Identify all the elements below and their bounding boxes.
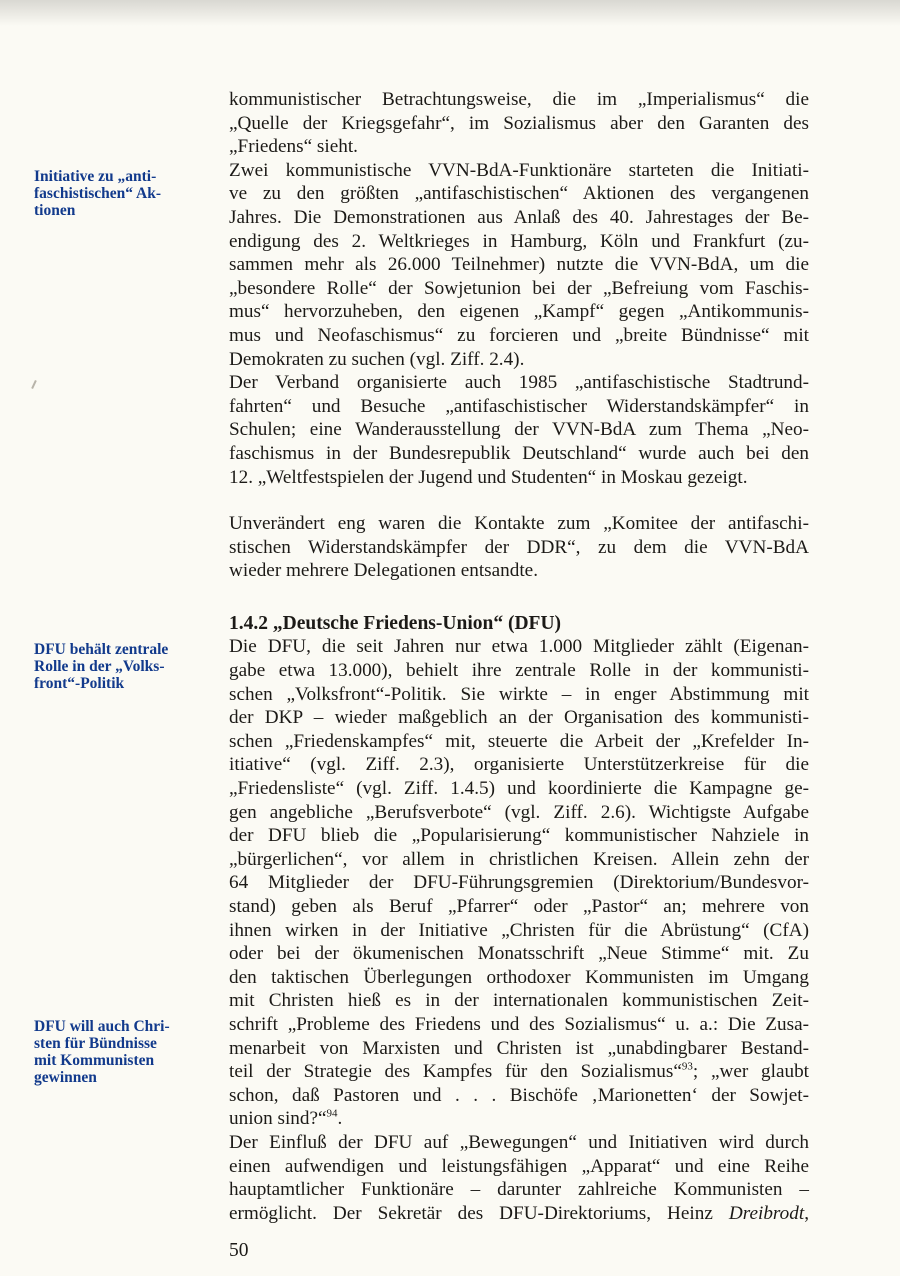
page-top-shadow [0,0,900,26]
margin-note-line: sten für Bündnisse [34,1035,157,1052]
text-line: wieder mehrere Delegationen entsandte. [229,560,538,582]
text-line: der DKP – wieder maßgeblich an der Organisation des kommunisti- [229,707,809,729]
text-line: „besondere Rolle“ der Sowjetunion bei der „Befreiung vom Faschis- [229,277,809,299]
footnote-ref-94: 94 [326,1107,338,1120]
stray-pen-mark [31,380,37,389]
paragraph-verband [229,371,809,489]
margin-note-dfu-role [34,641,204,692]
margin-note-line: faschistischen“ Ak- [34,185,162,202]
text-line: menarbeit von Marxisten und Christen ist „unabdingbarer Bestand- [229,1037,809,1059]
text-line: sammen mehr als 26.000 Teilnehmer) nutzte die VVN-BdA, um die [229,254,809,276]
text-line: der DFU blieb die „Popularisierung“ kommunistischer Nahziele in [229,825,809,847]
text-line: mus und Neofaschismus“ zu forcieren und „breite Bündnisse“ mit [229,324,809,346]
text-line: „Friedensliste“ (vgl. Ziff. 1.4.5) und koordinierte die Kampagne ge- [229,778,809,800]
text-line: Die DFU, die seit Jahren nur etwa 1.000 Mitglieder zählt (Eigenan- [229,636,809,658]
text-line: 64 Mitglieder der DFU-Führungsgremien (Direktorium/Bundesvor- [229,872,809,894]
margin-note-line: mit Kommunisten [34,1052,155,1069]
text-line: Demokraten zu suchen (vgl. Ziff. 2.4). [229,348,525,370]
text-line: Der Verband organisierte auch 1985 „antifaschistische Stadtrund- [229,372,809,394]
paragraph-dfu-apparat [229,1131,809,1225]
text-line: einen aufwendigen und leistungsfähigen „Apparat“ und eine Reihe [229,1155,809,1177]
text-line: schon, daß Pastoren und . . . Bischöfe ‚Marionetten‘ der Sowjet- [229,1084,809,1106]
text-line: faschismus in der Bundesrepublik Deutschland“ wurde auch bei den [229,442,809,464]
text-line-footnote-93 [229,1060,809,1084]
text-line: 12. „Weltfestspielen der Jugend und Studenten“ in Moskau gezeigt. [229,466,748,488]
footnote-ref-93: 93 [681,1060,693,1073]
paragraph-dfu [229,635,809,1130]
text-line: itiative“ (vgl. Ziff. 2.3), organisierte Unterstützerkreise für die [229,754,809,776]
person-name: Dreibrodt [728,1202,805,1224]
text-line: fahrten“ und Besuche „antifaschistischer Widerstandskämpfer“ in [229,395,809,417]
text-line-with-name [229,1202,809,1226]
text-line: Der Einfluß der DFU auf „Bewegungen“ und Initiativen wird durch [229,1131,809,1153]
text-line-footnote-94 [229,1107,809,1131]
text-line: stand) geben als Beruf „Pfarrer“ oder „Pastor“ an; mehrere von [229,896,809,917]
text-line: schrift „Probleme des Friedens und des Sozialismus“ u. a.: Die Zusa- [229,1013,809,1035]
text-line: Schulen; eine Wanderausstellung der VVN-BdA zum Thema „Neo- [229,419,809,441]
text-line: gabe etwa 13.000), behielt ihre zentrale Rolle in der kommunisti- [229,660,809,682]
text-line: hauptamtlicher Funktionäre – darunter zahlreiche Kommunisten – [229,1179,809,1201]
text-line: „Friedens“ sieht. [229,136,358,158]
text-line: mit Christen hieß es in der internationalen kommunistischen Zeit- [229,990,809,1012]
margin-note-line: front“-Politik [34,675,125,692]
text-line: den taktischen Überlegungen orthodoxer Kommunisten im Umgang [229,966,809,988]
paragraph-intro [229,88,809,159]
text-line: ve zu den größten „antifaschistischen“ Aktionen des vergangenen [229,183,809,205]
text-line: Zwei kommunistische VVN-BdA-Funktionäre starteten die Initiati- [229,159,809,181]
text-line: „bürgerlichen“, vor allem in christlichen Kreisen. Allein zehn der [229,848,809,870]
margin-note-initiative [34,168,204,219]
margin-note-line: Initiative zu „anti- [34,168,157,185]
margin-note-line: DFU will auch Chri- [34,1018,170,1035]
text-line: Jahres. Die Demonstrationen aus Anlaß des 40. Jahrestages der Be- [229,206,809,228]
text-line: schen „Friedenskampfes“ mit, steuerte die Arbeit der „Krefelder In- [229,730,809,752]
text-line: Unverändert eng waren die Kontakte zum „Komitee der antifaschi- [229,513,809,535]
text-fragment: teil der Strategie des Kampfes für den Sozialismus“ [229,1061,682,1083]
text-line: kommunistischer Betrachtungsweise, die im „Imperialismus“ die [229,89,809,110]
body-text [229,88,809,1225]
paragraph-vvn-initiative [229,159,809,371]
text-line: „Quelle der Kriegsgefahr“, im Sozialismus aber den Garanten des [229,112,809,134]
text-line: schen „Volksfront“-Politik. Sie wirkte – in enger Abstimmung mit [229,683,809,705]
text-line: endigung des 2. Weltkrieges in Hamburg, Köln und Frankfurt (zu- [229,230,809,252]
text-fragment: ermöglicht. Der Sekretär des DFU-Direktoriums, Heinz [229,1202,713,1224]
margin-note-line: Rolle in der „Volks- [34,658,165,675]
text-fragment: union sind?“ [229,1108,327,1130]
text-fragment: . [337,1108,343,1130]
margin-note-line: gewinnen [34,1069,97,1086]
margin-note-dfu-christians [34,1018,204,1086]
text-fragment: ; „wer glaubt [692,1061,809,1083]
paragraph-ddr-contacts [229,512,809,583]
text-line: stischen Widerstandskämpfer der DDR“, zu dem die VVN-BdA [229,536,809,558]
text-line: mus“ hervorzuheben, den eigenen „Kampf“ gegen „Antikommunis- [229,301,809,323]
page-number: 50 [229,1240,249,1261]
margin-note-line: tionen [34,202,76,219]
margin-note-line: DFU behält zentrale [34,641,169,658]
section-heading: 1.4.2 „Deutsche Friedens-Union“ (DFU) [229,612,562,634]
text-line: oder bei der ökumenischen Monatsschrift „Neue Stimme“ mit. Zu [229,943,809,965]
text-line: ihnen wirken in der Initiative „Christen für die Abrüstung“ (CfA) [229,919,809,941]
text-fragment: , [804,1202,809,1224]
text-line: gen angebliche „Berufsverbote“ (vgl. Ziff. 2.6). Wichtigste Aufgabe [229,801,809,823]
